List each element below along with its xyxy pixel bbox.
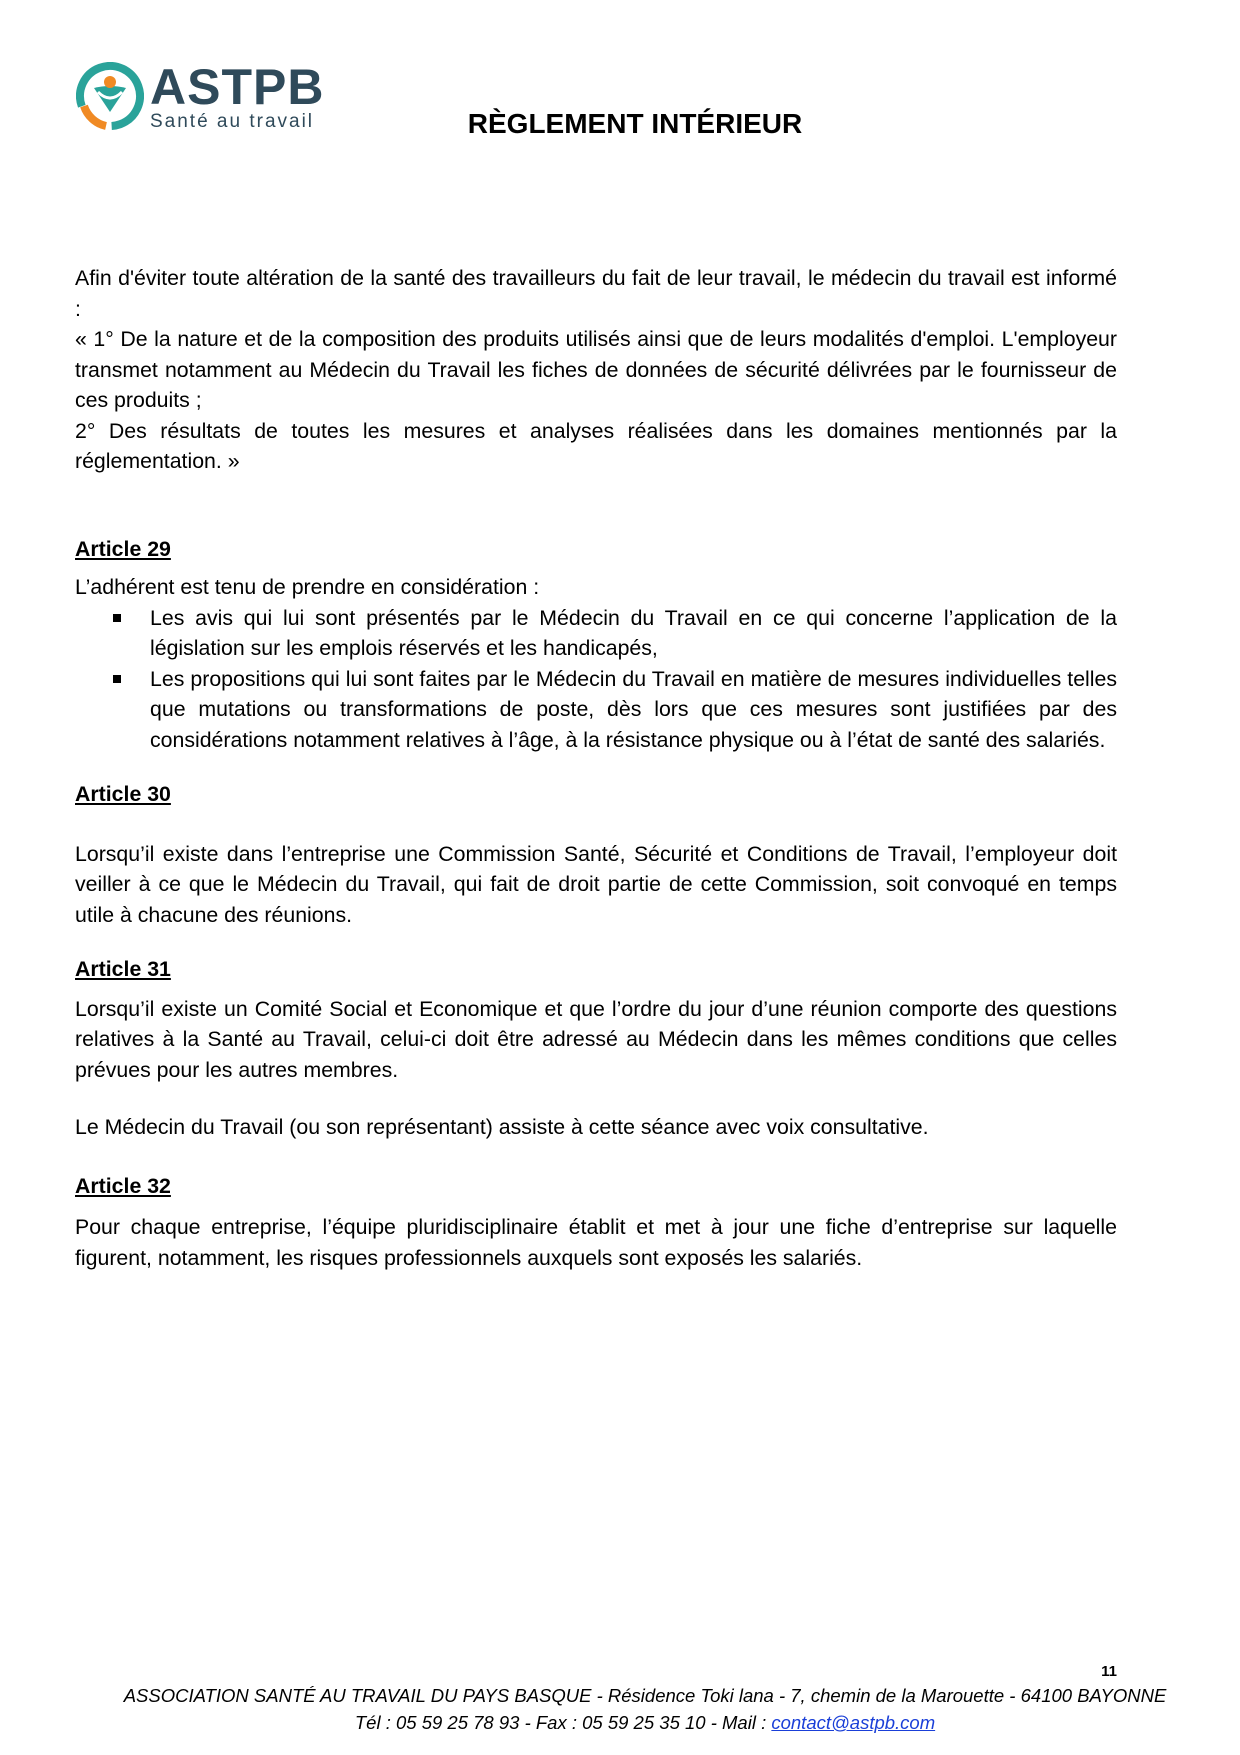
article-32-heading: Article 32 (75, 1173, 171, 1198)
document-body (75, 263, 1117, 1273)
page-number: 11 (1101, 1663, 1117, 1680)
logo-tagline: Santé au travail (150, 111, 315, 132)
article-32-text: Pour chaque entreprise, l’équipe pluridisciplinaire établit et met à jour une fiche d’entreprise sur laquelle figurent, notamment, les risques professionnels auxquels sont exposés les salariés. (75, 1215, 1117, 1270)
article-30-heading: Article 30 (75, 782, 171, 806)
article-31-text-1: Lorsqu’il existe un Comité Social et Economique et que l’ordre du jour d’une réunion comporte des questions relatives à la Santé au Travail, celui-ci doit être adressé au Médecin dans les mêmes conditions que celles prévues pour les autres membres. (75, 996, 1117, 1082)
footer-address: ASSOCIATION SANTÉ AU TRAVAIL DU PAYS BASQUE - Résidence Toki lana - 7, chemin de la Marouette - 64100 BAYONNE (123, 1685, 1167, 1706)
footer-contact (50, 1709, 1240, 1736)
article-29-heading: Article 29 (75, 536, 171, 561)
intro-paragraph-2: « 1° De la nature et de la composition des produits utilisés ainsi que de leurs modalités d'emploi. L'employeur transmet notamment au Médecin du Travail les fiches de données de sécurité délivrées par le fournisseur de ces produits ; (75, 327, 1117, 412)
intro-paragraph-3: 2° Des résultats de toutes les mesures et analyses réalisées dans les domaines mentionnés par la réglementation. » (75, 418, 1117, 473)
article-31-text-2: Le Médecin du Travail (ou son représentant) assiste à cette séance avec voix consultative. (75, 1115, 929, 1139)
list-item: Les avis qui lui sont présentés par le Médecin du Travail en ce qui concerne l’application de la législation sur les emplois réservés et les handicapés, (75, 603, 1117, 664)
footer-phone-fax: Tél : 05 59 25 78 93 - Fax : 05 59 25 35 10 - Mail : (354, 1712, 772, 1733)
article-29-intro: L’adhérent est tenu de prendre en considération : (75, 575, 540, 599)
document-title: RÈGLEMENT INTÉRIEUR (467, 108, 803, 139)
article-29-list (75, 603, 1117, 756)
article-31-heading: Article 31 (75, 957, 171, 981)
email-link[interactable]: contact@astpb.com (771, 1712, 936, 1733)
page-footer (0, 1682, 1240, 1736)
list-item: Les propositions qui lui sont faites par le Médecin du Travail en matière de mesures individuelles telles que mutations ou transformations de poste, dès lors que ces mesures sont justifiées par des considérations notamment relatives à l’âge, à la résistance physique ou à l’état de santé des salariés. (75, 664, 1117, 756)
intro-paragraph-1: Afin d'éviter toute altération de la santé des travailleurs du fait de leur travail, le médecin du travail est informé : (75, 266, 1117, 321)
logo-name: ASTPB (150, 59, 325, 115)
article-30-text: Lorsqu’il existe dans l’entreprise une Commission Santé, Sécurité et Conditions de Travail, l’employeur doit veiller à ce que le Médecin du Travail, qui fait de droit partie de cette Commission, soit convoqué en temps utile à chacune des réunions. (75, 841, 1117, 927)
